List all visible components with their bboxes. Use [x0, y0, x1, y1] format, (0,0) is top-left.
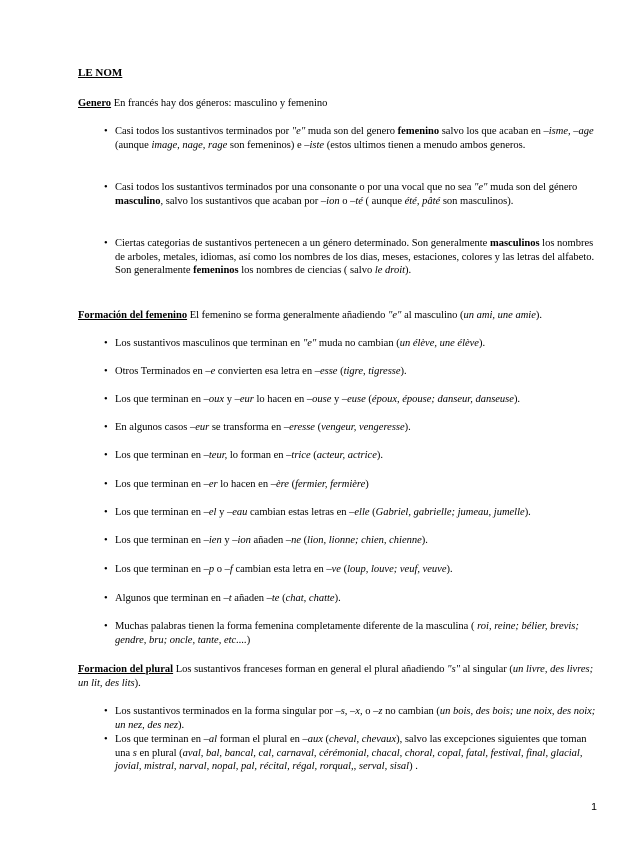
- list-item-text: Los que terminan en –ien y –ion añaden –ne (lion, lionne; chien, chienne).: [115, 535, 428, 546]
- bullet-icon: •: [104, 450, 108, 461]
- list-item: [104, 733, 600, 774]
- list-item: [104, 620, 600, 647]
- bullet-icon: •: [104, 621, 108, 632]
- bullet-icon: •: [104, 593, 108, 604]
- bullet-icon: •: [104, 238, 108, 249]
- list-item: [104, 421, 600, 435]
- list-item-text: Los sustantivos masculinos que terminan en "e" muda no cambian (un élève, une élève).: [115, 338, 486, 349]
- bullet-icon: •: [104, 422, 108, 433]
- section-plural-intro: Formacion del plural Los sustantivos franceses forman en general el plural añadiendo "s" al singular (un livre, des livres; un lit, des lits).: [78, 664, 594, 689]
- page-number: 1: [591, 801, 597, 813]
- list-item-text: Los que terminan en –el y –eau cambian estas letras en –elle (Gabriel, gabrielle; jumeau, jumelle).: [115, 507, 531, 518]
- section-heading-genero: Genero: [78, 98, 112, 109]
- list-item-text: Casi todos los sustantivos terminados por "e" muda son del genero femenino salvo los que acaban en –isme, –age (aunque image, nage, rage son femeninos) e –iste (estos ultimos tienen a menudo ambos generos.: [115, 126, 594, 151]
- list-item-text: Los sustantivos terminados en la forma singular por –s, –x, o –z no cambian (un bois, des bois; une noix, des noix; un nez, des nez).: [115, 706, 596, 731]
- bullet-icon: •: [104, 182, 108, 193]
- list-item: [104, 125, 600, 152]
- section-heading-femenino: Formación del femenino: [78, 310, 188, 321]
- bullet-icon: •: [104, 479, 108, 490]
- list-item-text: Otros Terminados en –e convierten esa letra en –esse (tigre, tigresse).: [115, 366, 407, 377]
- list-item-text: Ciertas categorias de sustantivos pertenecen a un género determinado. Son generalmente masculinos los nombres de arboles, metales, idiomas, así como los nombres de los dias, meses, estaciones, colores y las letras del alfabeto. Son generalmente femeninos los nombres de ciencias ( salvo le droit).: [115, 238, 595, 276]
- bullet-icon: •: [104, 338, 108, 349]
- list-item: [104, 449, 600, 463]
- bullet-icon: •: [104, 126, 108, 137]
- list-item-text: Algunos que terminan en –t añaden –te (chat, chatte).: [115, 593, 341, 604]
- section-heading-plural: Formacion del plural: [78, 664, 174, 675]
- bullet-icon: •: [104, 564, 108, 575]
- list-item-text: Muchas palabras tienen la forma femenina completamente diferente de la masculina ( roi, reine; bélier, brevis; gendre, bru; oncle, tante, etc....): [115, 621, 579, 646]
- bullet-icon: •: [104, 507, 108, 518]
- list-item: [104, 181, 600, 208]
- list-item: [104, 237, 600, 278]
- bullet-icon: •: [104, 535, 108, 546]
- list-item: [104, 365, 600, 379]
- bullet-icon: •: [104, 394, 108, 405]
- list-item: [104, 478, 600, 492]
- section-femenino-intro: Formación del femenino El femenino se forma generalmente añadiendo "e" al masculino (un ami, une amie).: [78, 310, 542, 321]
- bullet-icon: •: [104, 706, 108, 717]
- list-item: [104, 563, 600, 577]
- list-item-text: Los que terminan en –er lo hacen en –ère (fermier, fermière): [115, 479, 369, 490]
- list-item: [104, 705, 600, 732]
- list-item-text: Los que terminan en –p o –f cambian esta letra en –ve (loup, louve; veuf, veuve).: [115, 564, 453, 575]
- list-item-text: Los que terminan en –oux y –eur lo hacen en –ouse y –euse (époux, épouse; danseur, danseuse).: [115, 394, 521, 405]
- page-title: LE NOM: [78, 67, 123, 79]
- list-item-text: En algunos casos –eur se transforma en –eresse (vengeur, vengeresse).: [115, 422, 411, 433]
- list-item: [104, 534, 600, 548]
- list-item-text: Los que terminan en –al forman el plural en –aux (cheval, chevaux), salvo las excepciones siguientes que toman una s en plural (aval, bal, bancal, cal, carnaval, cérémonial, chacal, choral, copal, fatal, festival, final, glacial, jovial, mistral, narval, nopal, pal, récital, régal, rorqual,, serval, sisal) .: [115, 734, 587, 772]
- bullet-icon: •: [104, 734, 108, 745]
- list-item-text: Casi todos los sustantivos terminados por una consonante o por una vocal que no sea "e" muda son del género masculino, salvo los sustantivos que acaban por –ion o –té ( aunque été, pâté son masculinos).: [115, 182, 578, 207]
- list-item-text: Los que terminan en –teur, lo forman en –trice (acteur, actrice).: [115, 450, 383, 461]
- bullet-icon: •: [104, 366, 108, 377]
- section-genero-intro: Genero En francés hay dos géneros: masculino y femenino: [78, 98, 328, 109]
- list-item: [104, 393, 600, 407]
- list-item: [104, 337, 600, 351]
- list-item: [104, 592, 600, 606]
- list-item: [104, 506, 600, 520]
